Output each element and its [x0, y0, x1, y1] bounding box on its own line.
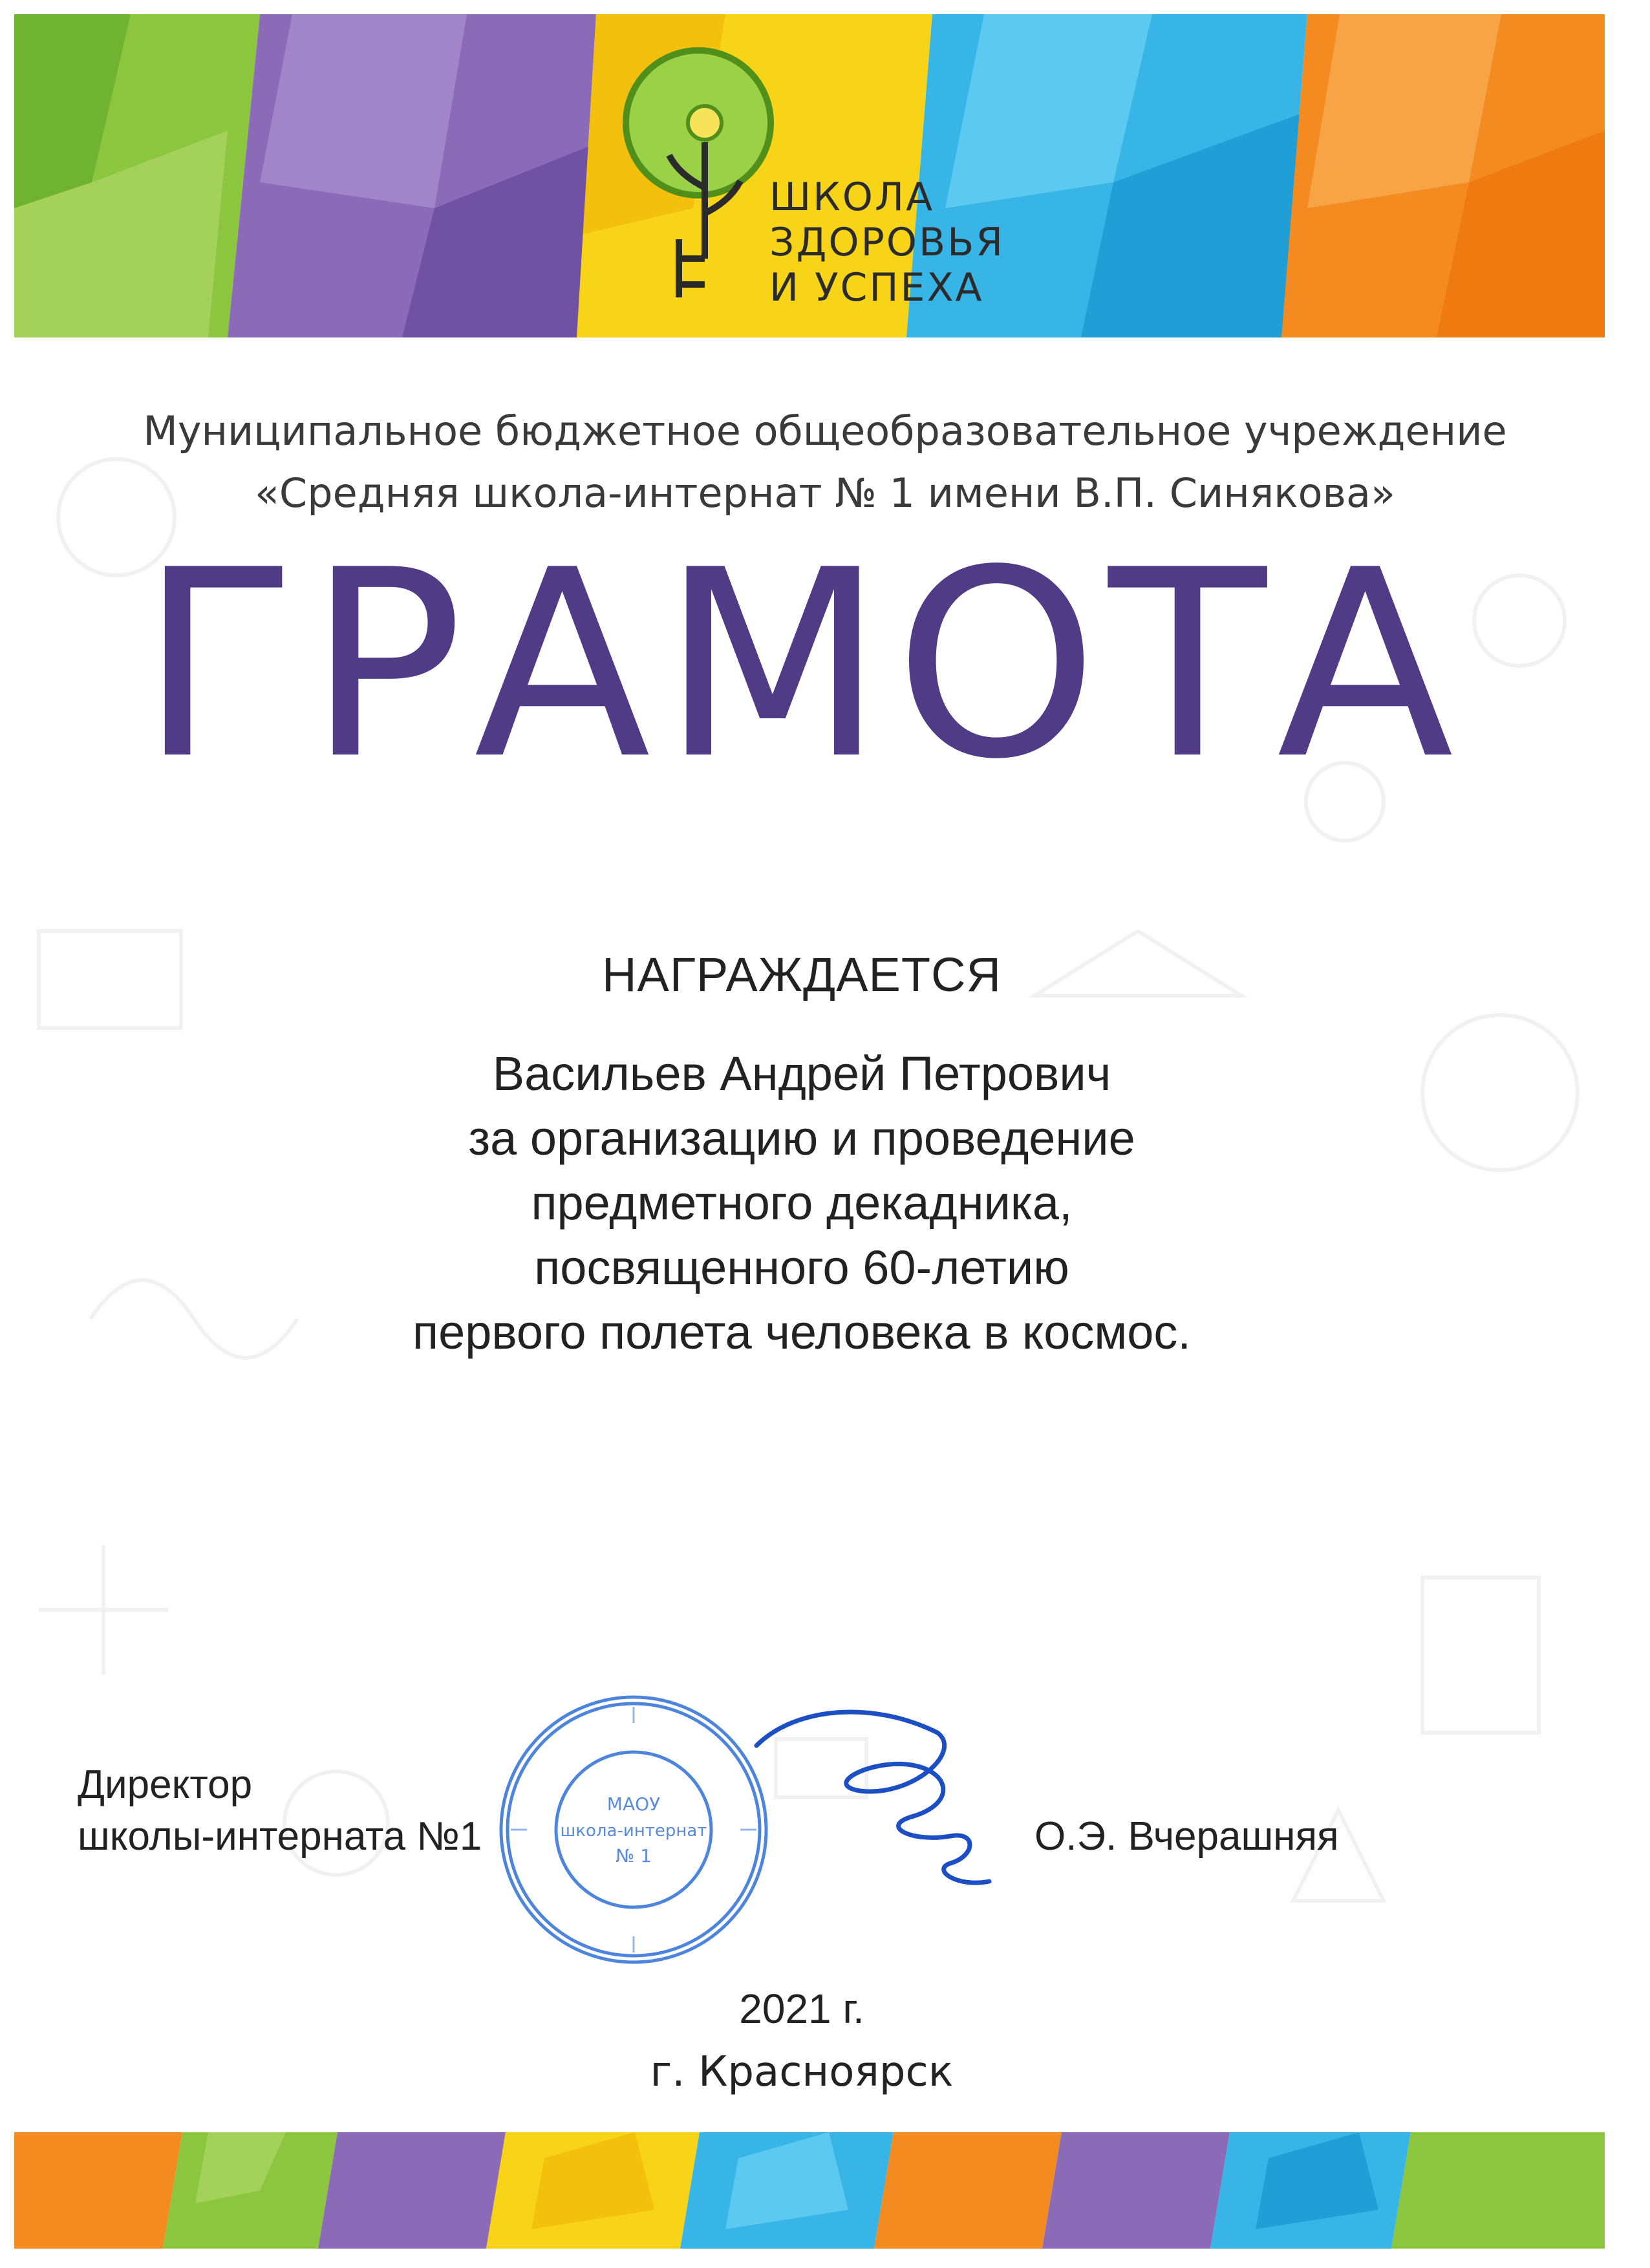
- reason-line-2: предметного декадника,: [531, 1176, 1073, 1230]
- city: г. Красноярск: [650, 2048, 954, 2096]
- recipient-name: Васильев Андрей Петрович: [492, 1047, 1111, 1100]
- school-logo: [608, 45, 1005, 310]
- official-stamp: [491, 1687, 776, 1972]
- logo-line-1: ШКОЛА: [769, 175, 935, 220]
- signer-position-line-1: Директор: [78, 1762, 253, 1807]
- stamp-center-line-2: школа-интернат: [560, 1821, 707, 1841]
- logo-line-3: И УСПЕХА: [769, 265, 984, 310]
- reason-line-3: посвященного 60-летию: [534, 1241, 1069, 1294]
- certificate-title: ГРАМОТА: [139, 515, 1464, 816]
- awarded-heading: НАГРАЖДАЕТСЯ: [602, 948, 1002, 1001]
- signer-position-line-2: школы-интерната №1: [78, 1814, 482, 1859]
- logo-line-2: ЗДОРОВЬЯ: [769, 220, 1005, 265]
- handwritten-signature: [744, 1694, 1028, 1907]
- signer-name: О.Э. Вчерашняя: [1034, 1814, 1339, 1859]
- logo-text: [769, 175, 1005, 310]
- stamp-center-line-3: № 1: [616, 1845, 652, 1867]
- reason-line-4: первого полета человека в космос.: [412, 1305, 1191, 1359]
- reason-line-1: за организацию и проведение: [468, 1111, 1135, 1165]
- bottom-decorative-band: [14, 2132, 1605, 2249]
- year: 2021 г.: [739, 1985, 864, 2032]
- organization-line-2: «Средняя школа-интернат № 1 имени В.П. Синякова»: [255, 469, 1395, 517]
- organization-line-1: Муниципальное бюджетное общеобразовательное учреждение: [143, 407, 1507, 455]
- stamp-center-line-1: МАОУ: [606, 1793, 661, 1815]
